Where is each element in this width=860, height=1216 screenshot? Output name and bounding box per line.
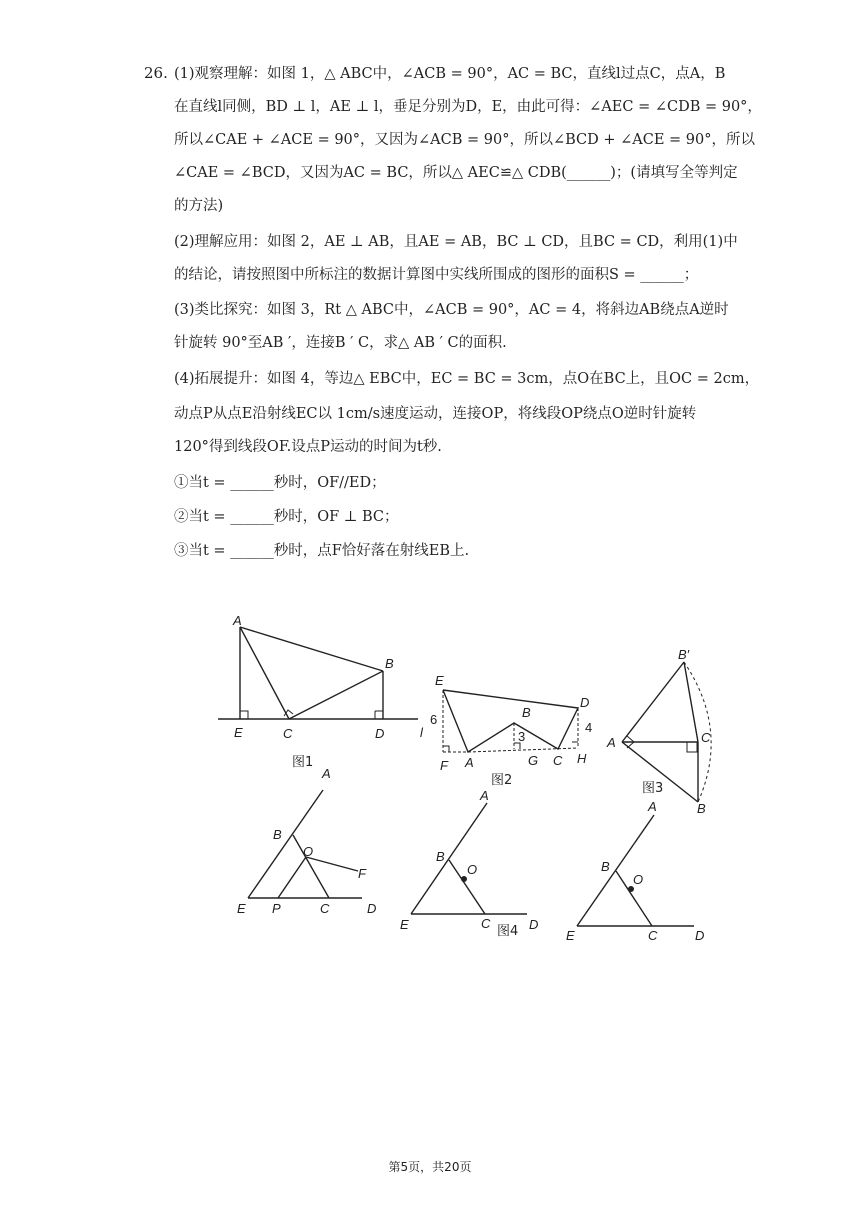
figure-3 (606, 647, 711, 816)
label-B: B (697, 801, 706, 816)
label-B: B (522, 705, 531, 720)
problem-line: ①当t = ______秒时，OF//ED； (174, 475, 386, 491)
label-E: E (435, 673, 444, 688)
label-B: B (436, 849, 445, 864)
label-D: D (695, 928, 705, 943)
problem-line: (1)观察理解：如图 1，△ ABC中，∠ACB = 90°，AC = BC，直线l过点C，点A，B (174, 66, 726, 82)
label-C: C (320, 901, 330, 916)
problem-line: ∠CAE = ∠BCD，又因为AC = BC，所以△ AEC≌△ CDB(______)；(请填写全等判定 (174, 165, 738, 181)
problem-line: 在直线l同侧，BD ⊥ l，AE ⊥ l，垂足分别为D，E，由此可得：∠AEC = ∠CDB = 90°， (174, 99, 762, 115)
label-6: 6 (430, 712, 438, 727)
label-A: A (480, 788, 489, 803)
label-D: D (580, 695, 590, 710)
figure-3-caption: 图3 (642, 781, 664, 796)
label-P: P (272, 901, 281, 916)
problem-line: ②当t = ______秒时，OF ⊥ BC； (174, 509, 399, 525)
problem-line: 的结论，请按照图中所标注的数据计算图中实线所围成的图形的面积S = ______； (174, 267, 699, 283)
label-O: O (633, 872, 644, 887)
problem-line: 动点P从点E沿射线EC以 1cm/s速度运动，连接OP，将线段OP绕点O逆时针旋转 (174, 406, 697, 422)
label-A: A (607, 735, 616, 750)
label-C: C (553, 753, 563, 768)
label-D: D (529, 917, 539, 932)
label-B: B (601, 859, 610, 874)
label-H: H (577, 751, 587, 766)
label-A: A (322, 766, 331, 781)
figure-4a (237, 766, 376, 916)
label-B: B (273, 827, 282, 842)
label-E: E (234, 725, 243, 740)
label-O: O (467, 862, 478, 877)
problem-line: (3)类比探究：如图 3，Rt △ ABC中，∠ACB = 90°，AC = 4，将斜边AB绕点A逆时 (174, 302, 729, 318)
label-G: G (528, 753, 539, 768)
figure-1 (218, 613, 424, 770)
label-C: C (648, 928, 658, 943)
figure-2-caption: 图2 (491, 773, 513, 788)
label-O: O (303, 844, 314, 859)
problem-line: 120°得到线段OF.设点P运动的时间为t秒. (174, 439, 442, 455)
label-D: D (367, 901, 377, 916)
label-A: A (233, 613, 242, 628)
label-F: F (440, 758, 448, 773)
problem-line: ③当t = ______秒时，点F恰好落在射线EB上. (174, 543, 470, 559)
label-4: 4 (585, 720, 593, 735)
label-B-prime: B′ (678, 647, 690, 662)
label-E: E (237, 901, 246, 916)
label-E: E (400, 917, 409, 932)
problem-line: (2)理解应用：如图 2，AE ⊥ AB，且AE = AB，BC ⊥ CD，且BC = CD，利用(1)中 (174, 234, 738, 250)
label-F: F (358, 866, 366, 881)
figure-4-caption: 图4 (497, 924, 519, 939)
label-A: A (648, 799, 657, 814)
label-B: B (385, 656, 394, 671)
label-E: E (566, 928, 575, 943)
figure-4c (566, 799, 704, 943)
problem-line: 针旋转 90°至AB ′，连接B ′ C，求△ AB ′ C的面积. (174, 335, 507, 351)
label-C: C (283, 726, 293, 741)
figure-1-caption: 图1 (292, 755, 314, 770)
figure-4b (400, 788, 538, 939)
page-footer: 第5页，共20页 (388, 1160, 472, 1174)
label-C: C (481, 916, 491, 931)
label-A: A (465, 755, 474, 770)
problem-line: 的方法) (174, 198, 224, 214)
question-number: 26. (144, 64, 168, 82)
figure-2 (430, 673, 592, 788)
label-C: C (701, 730, 711, 745)
label-3: 3 (518, 729, 526, 744)
label-l: l (420, 725, 423, 740)
problem-line: 所以∠CAE + ∠ACE = 90°，又因为∠ACB = 90°，所以∠BCD + ∠ACE = 90°，所以 (174, 132, 756, 148)
problem-line: (4)拓展提升：如图 4，等边△ EBC中，EC = BC = 3cm，点O在BC上，且OC = 2cm， (174, 371, 760, 387)
label-D: D (375, 726, 385, 741)
